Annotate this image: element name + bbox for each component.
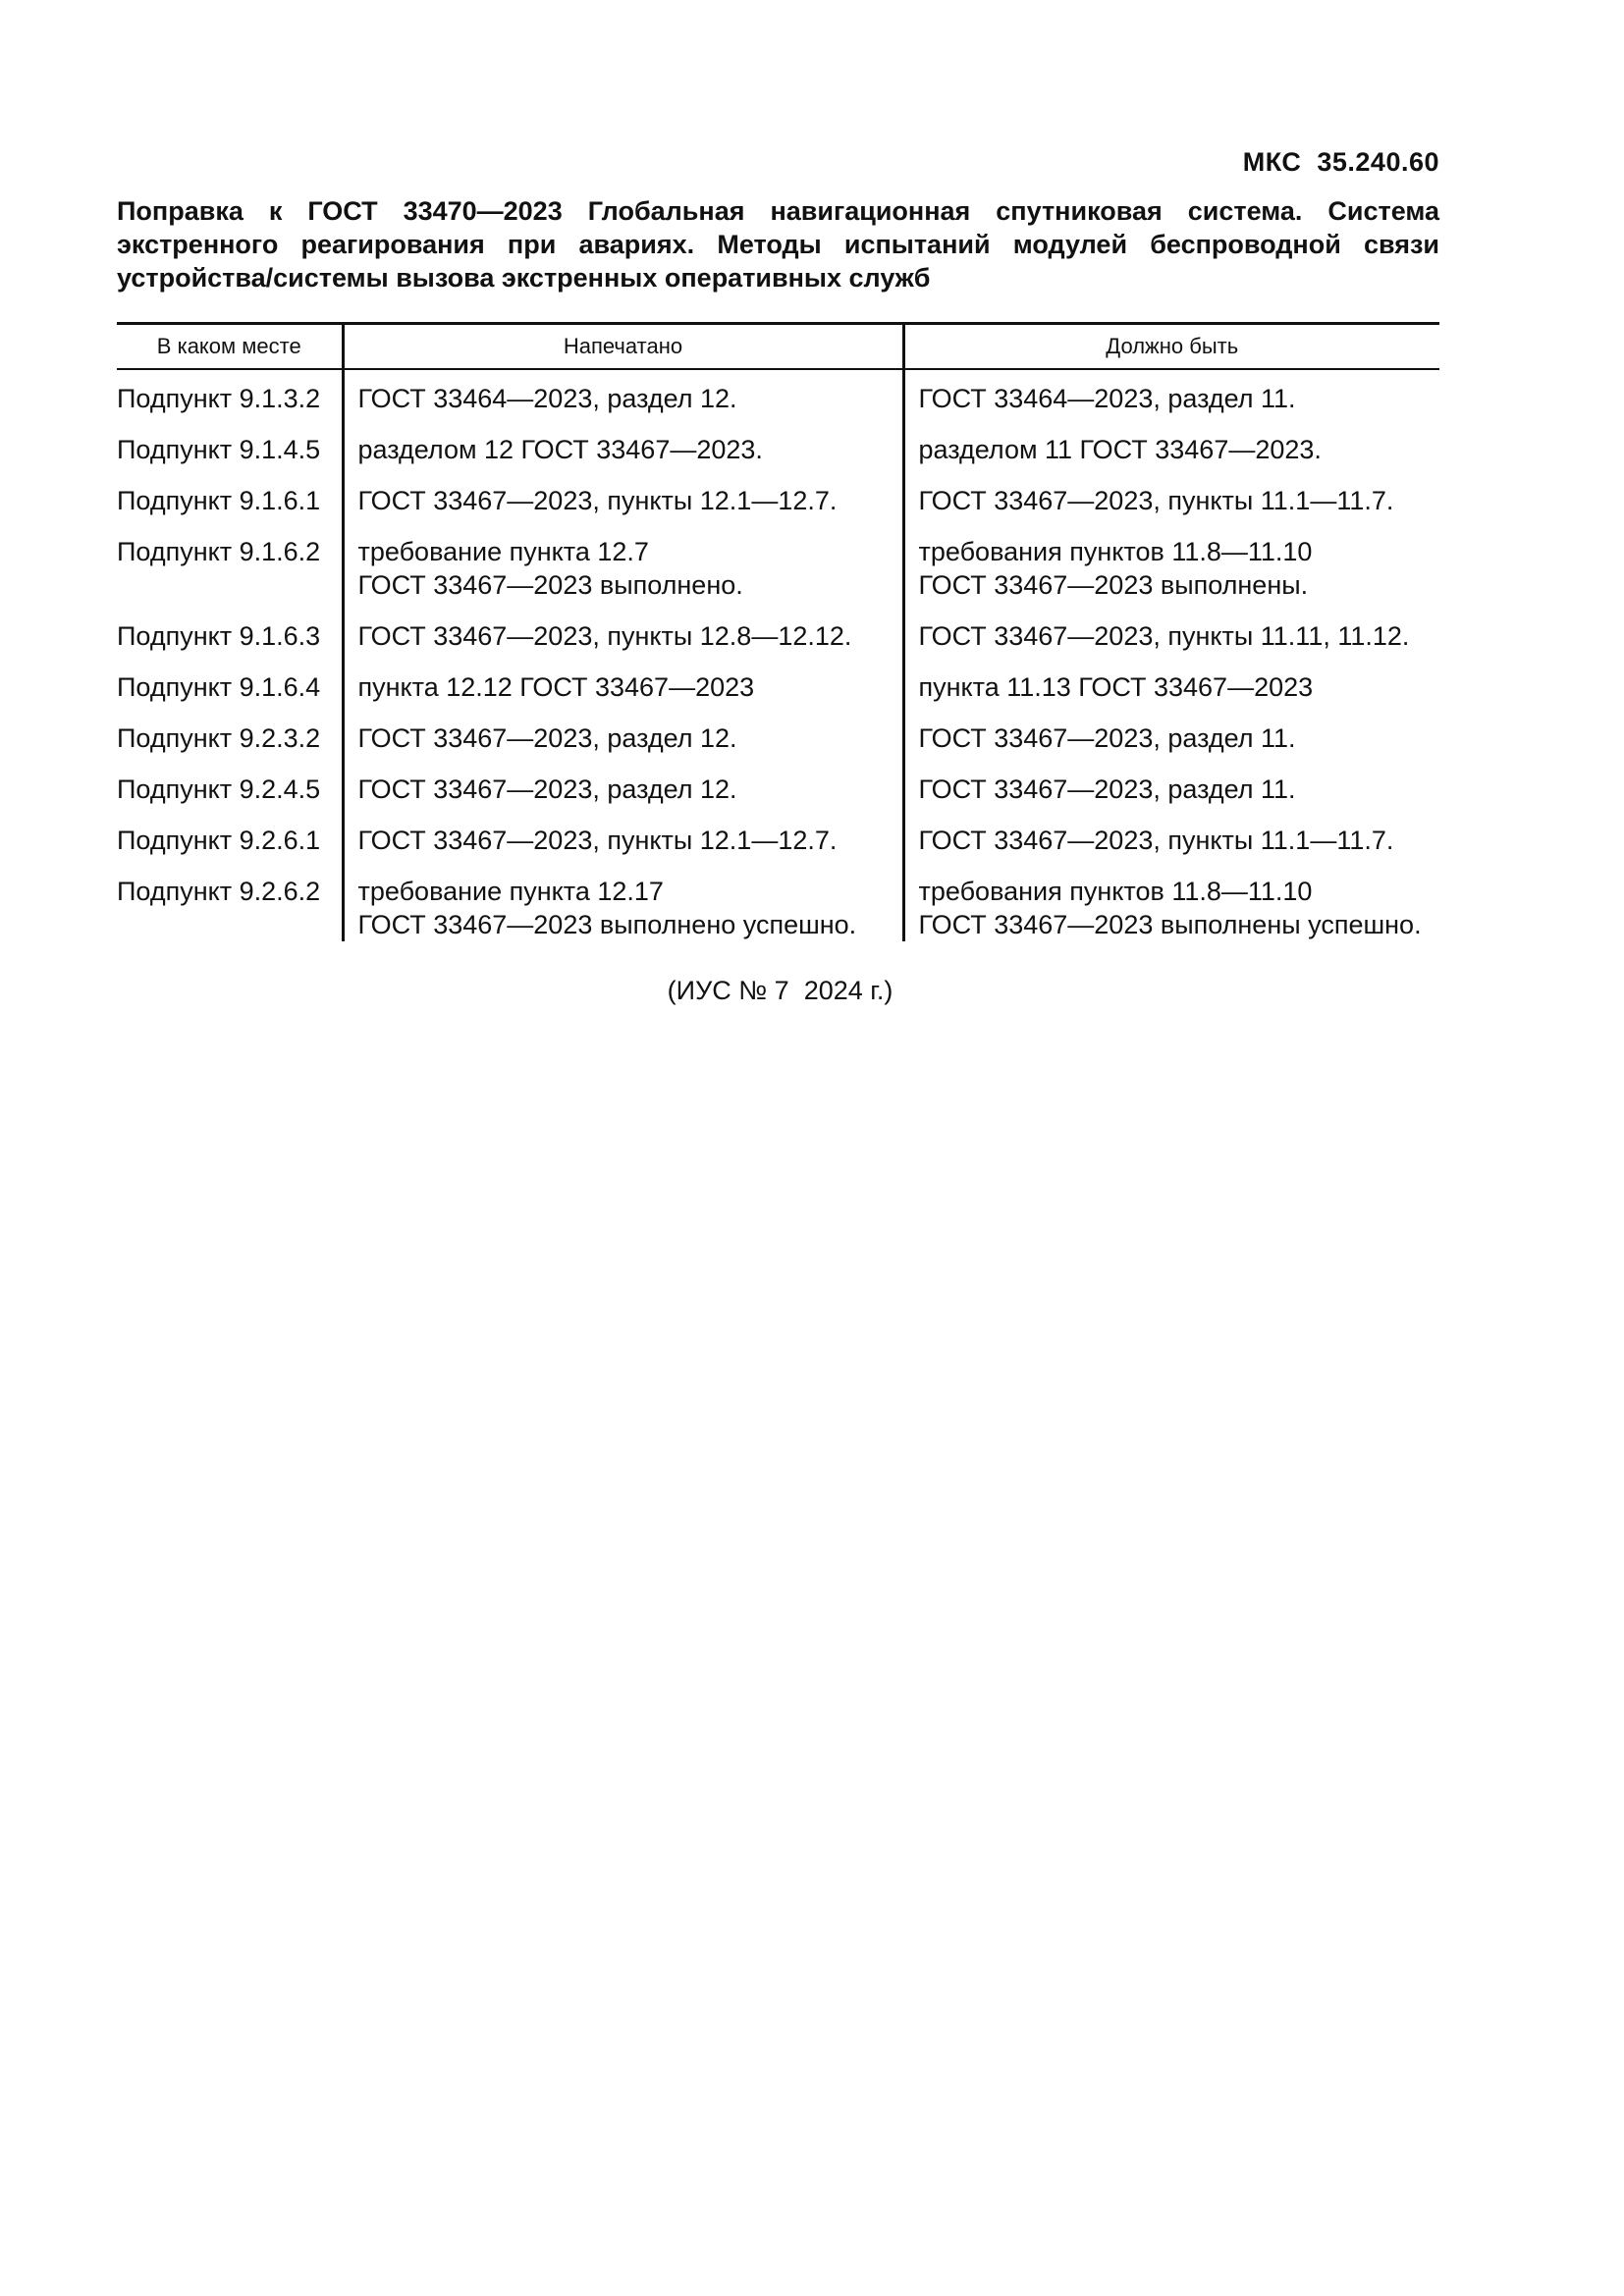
cell-text: разделом 11 ГОСТ 33467—2023.	[918, 435, 1322, 464]
cell-text: ГОСТ 33467—2023, пункты 12.1—12.7.	[357, 486, 838, 515]
cell-place: Подпункт 9.1.6.4	[117, 672, 321, 702]
table-row	[117, 824, 1439, 875]
cell-should-be	[903, 670, 1439, 721]
cell-place: Подпункт 9.1.4.5	[117, 435, 321, 464]
cell-text: ГОСТ 33467—2023 выполнены успешно.	[918, 910, 1422, 939]
cell-place: Подпункт 9.1.3.2	[117, 384, 321, 413]
cell-text: требования пунктов 11.8—11.10	[918, 877, 1313, 906]
cell-should-be	[903, 433, 1439, 484]
document-title: Поправка к ГОСТ 33470—2023 Глобальная навигационная спутниковая система. Система экстренного реагирования при авариях. Методы испытаний модулей беспроводной связи устройства/системы вызова экстренных оперативных служб	[117, 196, 1439, 293]
cell-text: ГОСТ 33467—2023, пункты 12.8—12.12.	[357, 621, 852, 651]
cell-should-be	[903, 535, 1439, 619]
cell-text: ГОСТ 33467—2023, пункты 11.1—11.7.	[918, 826, 1394, 855]
cell-printed	[343, 875, 903, 941]
table-row	[117, 721, 1439, 773]
cell-text: ГОСТ 33464—2023, раздел 11.	[918, 384, 1296, 413]
cell-text: пункта 12.12 ГОСТ 33467—2023	[357, 672, 755, 702]
cell-should-be	[903, 721, 1439, 773]
table-row	[117, 484, 1439, 535]
table-row	[117, 875, 1439, 941]
corrections-table	[117, 322, 1439, 941]
table-header-row	[117, 324, 1439, 370]
table-row	[117, 773, 1439, 824]
classification-code: МКС 35.240.60	[1242, 147, 1439, 177]
cell-text: ГОСТ 33467—2023, раздел 12.	[357, 774, 737, 804]
column-header-place: В каком месте	[156, 334, 301, 358]
cell-text: пункта 11.13 ГОСТ 33467—2023	[918, 672, 1314, 702]
cell-place: Подпункт 9.1.6.3	[117, 621, 321, 651]
cell-text: ГОСТ 33467—2023 выполнены.	[918, 570, 1309, 600]
cell-text: ГОСТ 33467—2023, раздел 12.	[357, 723, 737, 753]
cell-place: Подпункт 9.1.6.2	[117, 537, 321, 566]
cell-place: Подпункт 9.2.6.2	[117, 877, 321, 906]
cell-text: ГОСТ 33467—2023, раздел 11.	[918, 723, 1296, 753]
cell-should-be	[903, 484, 1439, 535]
cell-printed	[343, 369, 903, 433]
cell-text: ГОСТ 33467—2023, пункты 11.1—11.7.	[918, 486, 1394, 515]
cell-printed	[343, 484, 903, 535]
table-row	[117, 369, 1439, 433]
table-row	[117, 670, 1439, 721]
table-row	[117, 433, 1439, 484]
cell-text: ГОСТ 33467—2023 выполнено успешно.	[357, 910, 857, 939]
cell-printed	[343, 670, 903, 721]
cell-should-be	[903, 824, 1439, 875]
table-row	[117, 619, 1439, 670]
cell-text: ГОСТ 33467—2023 выполнено.	[357, 570, 743, 600]
cell-place: Подпункт 9.1.6.1	[117, 486, 321, 515]
cell-text: требование пункта 12.7	[357, 537, 649, 566]
cell-should-be	[903, 369, 1439, 433]
cell-should-be	[903, 619, 1439, 670]
column-header-printed: Напечатано	[343, 324, 903, 370]
cell-text: ГОСТ 33464—2023, раздел 12.	[357, 384, 737, 413]
cell-printed	[343, 721, 903, 773]
cell-printed	[343, 824, 903, 875]
publication-note	[0, 976, 1560, 1006]
cell-place: Подпункт 9.2.3.2	[117, 723, 321, 753]
cell-printed	[343, 619, 903, 670]
cell-place: Подпункт 9.2.4.5	[117, 774, 321, 804]
cell-printed	[343, 535, 903, 619]
corrections-table-container	[117, 322, 1439, 941]
cell-text: ГОСТ 33467—2023, пункты 11.11, 11.12.	[918, 621, 1410, 651]
cell-text: разделом 12 ГОСТ 33467—2023.	[357, 435, 763, 464]
cell-should-be	[903, 875, 1439, 941]
publication-note-text: (ИУС № 7 2024 г.)	[667, 976, 893, 1005]
cell-text: требования пунктов 11.8—11.10	[918, 537, 1313, 566]
cell-should-be	[903, 773, 1439, 824]
cell-printed	[343, 773, 903, 824]
cell-place: Подпункт 9.2.6.1	[117, 826, 321, 855]
cell-printed	[343, 433, 903, 484]
cell-text: ГОСТ 33467—2023, раздел 11.	[918, 774, 1296, 804]
column-header-should-be: Должно быть	[903, 324, 1439, 370]
table-row	[117, 535, 1439, 619]
cell-text: требование пункта 12.17	[357, 877, 664, 906]
cell-text: ГОСТ 33467—2023, пункты 12.1—12.7.	[357, 826, 838, 855]
